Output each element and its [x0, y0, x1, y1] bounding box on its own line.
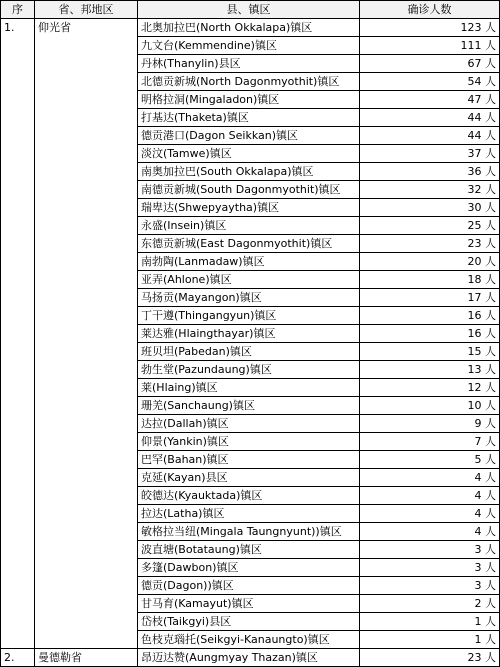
cases-cell: 25 人: [360, 217, 500, 235]
cases-cell: 4 人: [360, 523, 500, 541]
table-row: [1, 19, 500, 37]
cases-cell: 5 人: [360, 451, 500, 469]
township-cell: 岱枝(Taikgyi)县区: [138, 613, 360, 631]
header-cases: 确诊人数: [360, 1, 500, 19]
cases-cell: 4 人: [360, 469, 500, 487]
township-cell: 东德贡新城(East Dagonmyothit)镇区: [138, 235, 360, 253]
cases-cell: 23 人: [360, 235, 500, 253]
table-row: [1, 649, 500, 667]
cases-cell: 54 人: [360, 73, 500, 91]
township-cell: 昂迈达赞(Aungmyay Thazan)镇区: [138, 649, 360, 667]
cases-cell: 37 人: [360, 145, 500, 163]
township-cell: 马扬贡(Mayangon)镇区: [138, 289, 360, 307]
cases-cell: 10 人: [360, 397, 500, 415]
township-cell: 克延(Kayan)县区: [138, 469, 360, 487]
township-cell: 永盛(Insein)镇区: [138, 217, 360, 235]
header-township: 县、镇区: [138, 1, 360, 19]
cases-cell: 123 人: [360, 19, 500, 37]
cases-cell: 20 人: [360, 253, 500, 271]
township-cell: 南勃陶(Lanmadaw)镇区: [138, 253, 360, 271]
township-cell: 色枝克瑙托(Seikgyi-Kanaungto)镇区: [138, 631, 360, 649]
township-cell: 明格拉洞(Mingaladon)镇区: [138, 91, 360, 109]
cases-cell: 3 人: [360, 541, 500, 559]
cases-cell: 2 人: [360, 595, 500, 613]
township-cell: 仰景(Yankin)镇区: [138, 433, 360, 451]
township-cell: 丁干遵(Thingangyun)镇区: [138, 307, 360, 325]
township-cell: 勃生堂(Pazundaung)镇区: [138, 361, 360, 379]
township-cell: 北奥加拉巴(North Okkalapa)镇区: [138, 19, 360, 37]
cases-cell: 36 人: [360, 163, 500, 181]
township-cell: 丹林(Thanylin)县区: [138, 55, 360, 73]
table-body: [1, 19, 500, 667]
township-cell: 南奥加拉巴(South Okkalapa)镇区: [138, 163, 360, 181]
cases-cell: 1 人: [360, 613, 500, 631]
township-cell: 皎德达(Kyauktada)镇区: [138, 487, 360, 505]
cases-cell: 13 人: [360, 361, 500, 379]
cases-cell: 47 人: [360, 91, 500, 109]
cases-cell: 17 人: [360, 289, 500, 307]
header-no: 序: [1, 1, 35, 19]
row-number: 1.: [1, 19, 35, 649]
province-cell: 仰光省: [35, 19, 138, 649]
row-number: 2.: [1, 649, 35, 667]
header-row: [1, 1, 500, 19]
township-cell: 打基达(Thaketa)镇区: [138, 109, 360, 127]
township-cell: 莱达雅(Hlaingthayar)镇区: [138, 325, 360, 343]
province-cell: 曼德勒省: [35, 649, 138, 667]
cases-cell: 15 人: [360, 343, 500, 361]
header-province: 省、邦地区: [35, 1, 138, 19]
township-cell: 达拉(Dallah)镇区: [138, 415, 360, 433]
township-cell: 亚弄(Ahlone)镇区: [138, 271, 360, 289]
township-cell: 敏格拉当纽(Mingala Taungnyunt))镇区: [138, 523, 360, 541]
township-cell: 甘马育(Kamayut)镇区: [138, 595, 360, 613]
cases-cell: 44 人: [360, 109, 500, 127]
township-cell: 德贡(Dagon))镇区: [138, 577, 360, 595]
township-cell: 多篷(Dawbon)镇区: [138, 559, 360, 577]
township-cell: 巴罕(Bahan)镇区: [138, 451, 360, 469]
township-cell: 班贝坦(Pabedan)镇区: [138, 343, 360, 361]
township-cell: 拉达(Latha)镇区: [138, 505, 360, 523]
township-cell: 德贡港口(Dagon Seikkan)镇区: [138, 127, 360, 145]
cases-cell: 18 人: [360, 271, 500, 289]
cases-cell: 9 人: [360, 415, 500, 433]
township-cell: 珊羌(Sanchaung)镇区: [138, 397, 360, 415]
cases-cell: 12 人: [360, 379, 500, 397]
township-cell: 莱(Hlaing)镇区: [138, 379, 360, 397]
township-cell: 九文台(Kemmendine)镇区: [138, 37, 360, 55]
township-cell: 南德贡新城(South Dagonmyothit)镇区: [138, 181, 360, 199]
cases-cell: 1 人: [360, 631, 500, 649]
cases-cell: 67 人: [360, 55, 500, 73]
cases-cell: 4 人: [360, 487, 500, 505]
cases-cell: 23 人: [360, 649, 500, 667]
cases-cell: 111 人: [360, 37, 500, 55]
cases-cell: 16 人: [360, 325, 500, 343]
township-cell: 淡汶(Tamwe)镇区: [138, 145, 360, 163]
township-cell: 波直塘(Botataung)镇区: [138, 541, 360, 559]
cases-cell: 32 人: [360, 181, 500, 199]
cases-cell: 4 人: [360, 505, 500, 523]
cases-cell: 44 人: [360, 127, 500, 145]
cases-cell: 7 人: [360, 433, 500, 451]
township-cell: 瑞卑达(Shwepyaytha)镇区: [138, 199, 360, 217]
cases-cell: 16 人: [360, 307, 500, 325]
cases-cell: 30 人: [360, 199, 500, 217]
township-cell: 北德贡新城(North Dagonmyothit)镇区: [138, 73, 360, 91]
cases-cell: 3 人: [360, 577, 500, 595]
cases-cell: 3 人: [360, 559, 500, 577]
